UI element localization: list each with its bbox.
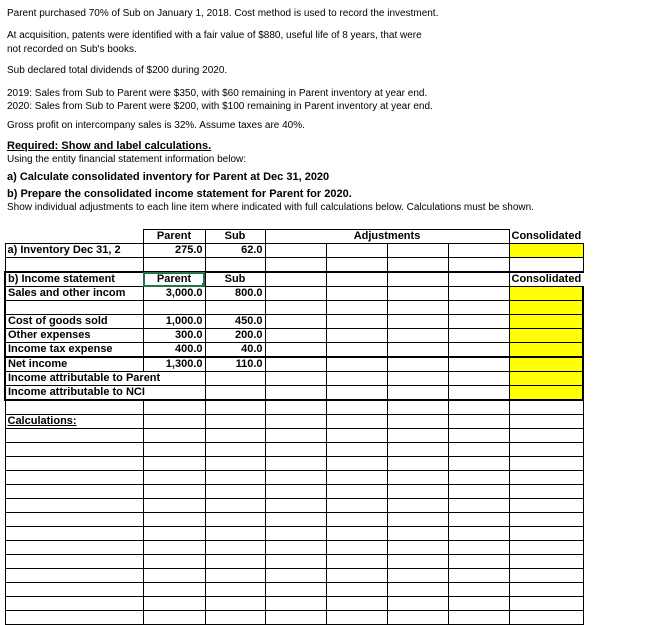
cell[interactable] bbox=[509, 583, 583, 597]
cell[interactable] bbox=[448, 258, 509, 273]
adjustment-cell[interactable] bbox=[387, 357, 448, 372]
cell[interactable] bbox=[143, 301, 205, 315]
cell[interactable] bbox=[387, 499, 448, 513]
cell[interactable] bbox=[265, 541, 326, 555]
adjustment-cell[interactable] bbox=[265, 372, 326, 386]
cell[interactable] bbox=[143, 429, 205, 443]
cell[interactable] bbox=[509, 555, 583, 569]
income-statement-label[interactable]: b) Income statement bbox=[5, 272, 143, 287]
adjustment-cell[interactable] bbox=[448, 329, 509, 343]
cell[interactable] bbox=[326, 583, 387, 597]
calc-row bbox=[5, 443, 583, 457]
cell[interactable] bbox=[387, 272, 448, 287]
income-parent-header[interactable]: Parent bbox=[143, 272, 205, 287]
cell[interactable] bbox=[143, 457, 205, 471]
cell[interactable] bbox=[509, 527, 583, 541]
cell[interactable] bbox=[326, 611, 387, 625]
sub-value[interactable]: 450.0 bbox=[205, 315, 265, 329]
cell[interactable] bbox=[5, 485, 143, 499]
row-label[interactable]: Other expenses bbox=[5, 329, 143, 343]
calc-row bbox=[5, 471, 583, 485]
cell[interactable] bbox=[265, 429, 326, 443]
income-row bbox=[5, 343, 583, 358]
consolidated-cell[interactable] bbox=[509, 386, 583, 401]
cell[interactable] bbox=[387, 457, 448, 471]
adjustment-cell[interactable] bbox=[265, 244, 326, 258]
header-row bbox=[5, 230, 583, 244]
cell[interactable] bbox=[509, 415, 583, 429]
adjustment-cell[interactable] bbox=[448, 244, 509, 258]
cell[interactable] bbox=[5, 555, 143, 569]
parent-header[interactable]: Parent bbox=[143, 230, 205, 244]
calc-row bbox=[5, 415, 583, 429]
cell[interactable] bbox=[143, 471, 205, 485]
cell[interactable] bbox=[5, 597, 143, 611]
cell[interactable] bbox=[448, 471, 509, 485]
cell[interactable] bbox=[326, 597, 387, 611]
cell[interactable] bbox=[5, 400, 143, 415]
parent-value[interactable]: 300.0 bbox=[143, 329, 205, 343]
cell[interactable] bbox=[326, 457, 387, 471]
row-label[interactable]: Sales and other incom bbox=[5, 287, 143, 301]
cell[interactable] bbox=[265, 258, 326, 273]
income-consolidated-header[interactable]: Consolidated bbox=[509, 272, 583, 287]
row-label[interactable]: Income tax expense bbox=[5, 343, 143, 358]
cell[interactable] bbox=[509, 611, 583, 625]
consolidated-cell[interactable] bbox=[509, 343, 583, 358]
calc-row bbox=[5, 611, 583, 625]
adjustment-cell[interactable] bbox=[326, 372, 387, 386]
cell[interactable] bbox=[265, 272, 326, 287]
cell[interactable] bbox=[143, 513, 205, 527]
parent-value[interactable]: 1,300.0 bbox=[143, 357, 205, 372]
cell[interactable] bbox=[326, 272, 387, 287]
cell[interactable] bbox=[265, 583, 326, 597]
cell[interactable] bbox=[326, 258, 387, 273]
cell[interactable] bbox=[205, 443, 265, 457]
cell[interactable] bbox=[448, 301, 509, 315]
cell[interactable] bbox=[448, 527, 509, 541]
cell[interactable] bbox=[448, 513, 509, 527]
cell[interactable] bbox=[448, 272, 509, 287]
cell[interactable] bbox=[326, 443, 387, 457]
adjustment-cell[interactable] bbox=[387, 329, 448, 343]
cell[interactable] bbox=[205, 513, 265, 527]
cell[interactable] bbox=[326, 513, 387, 527]
cell[interactable] bbox=[448, 485, 509, 499]
row-label[interactable]: Cost of goods sold bbox=[5, 315, 143, 329]
blank-row bbox=[5, 258, 583, 273]
cell[interactable] bbox=[326, 541, 387, 555]
sub-value[interactable]: 800.0 bbox=[205, 287, 265, 301]
consolidated-cell[interactable] bbox=[509, 329, 583, 343]
cell[interactable] bbox=[265, 457, 326, 471]
cell[interactable] bbox=[448, 597, 509, 611]
adjustment-cell[interactable] bbox=[265, 315, 326, 329]
cell[interactable] bbox=[265, 400, 326, 415]
row-label[interactable]: Income attributable to NCI bbox=[5, 386, 205, 401]
cell[interactable] bbox=[326, 499, 387, 513]
cell[interactable] bbox=[205, 555, 265, 569]
calc-row bbox=[5, 400, 583, 415]
cell[interactable] bbox=[265, 301, 326, 315]
adjustment-cell[interactable] bbox=[448, 386, 509, 401]
consolidated-cell[interactable] bbox=[509, 315, 583, 329]
cell[interactable] bbox=[5, 457, 143, 471]
cell[interactable] bbox=[509, 429, 583, 443]
adjustment-cell[interactable] bbox=[387, 244, 448, 258]
adjustment-cell[interactable] bbox=[448, 315, 509, 329]
cell[interactable] bbox=[326, 400, 387, 415]
cell[interactable] bbox=[387, 471, 448, 485]
using-text: Using the entity financial statement information below: bbox=[7, 154, 247, 165]
cell[interactable] bbox=[205, 499, 265, 513]
part-b-text: b) Prepare the consolidated income statement for Parent for 2020. bbox=[7, 188, 352, 200]
cell[interactable] bbox=[326, 485, 387, 499]
part-a-text: a) Calculate consolidated inventory for Parent at Dec 31, 2020 bbox=[7, 171, 330, 183]
cell[interactable] bbox=[387, 527, 448, 541]
cell[interactable] bbox=[143, 541, 205, 555]
adjustment-cell[interactable] bbox=[265, 329, 326, 343]
row-label[interactable]: Income attributable to Parent bbox=[5, 372, 205, 386]
cell[interactable] bbox=[448, 400, 509, 415]
consolidated-cell[interactable] bbox=[509, 372, 583, 386]
cell[interactable] bbox=[509, 258, 583, 273]
cell[interactable] bbox=[143, 583, 205, 597]
consolidated-header[interactable]: Consolidated bbox=[509, 230, 583, 244]
cell[interactable] bbox=[326, 471, 387, 485]
required-heading: Required: Show and label calculations. bbox=[7, 140, 212, 152]
cell[interactable] bbox=[509, 597, 583, 611]
cell[interactable] bbox=[387, 485, 448, 499]
cell[interactable] bbox=[265, 443, 326, 457]
row-label[interactable]: Net income bbox=[5, 357, 143, 372]
cell[interactable] bbox=[387, 583, 448, 597]
cell[interactable] bbox=[5, 583, 143, 597]
cell[interactable] bbox=[205, 301, 265, 315]
income-row bbox=[5, 315, 583, 329]
cell[interactable] bbox=[5, 569, 143, 583]
cell[interactable] bbox=[205, 429, 265, 443]
adjustment-cell[interactable] bbox=[326, 343, 387, 358]
adjustment-cell[interactable] bbox=[326, 315, 387, 329]
cell[interactable] bbox=[448, 457, 509, 471]
cell[interactable] bbox=[205, 400, 265, 415]
cell[interactable] bbox=[509, 485, 583, 499]
inventory-row bbox=[5, 244, 583, 258]
sub-value[interactable] bbox=[205, 386, 265, 401]
parent-value[interactable]: 400.0 bbox=[143, 343, 205, 358]
sub-value[interactable]: 40.0 bbox=[205, 343, 265, 358]
cell[interactable] bbox=[5, 230, 143, 244]
income-row bbox=[5, 372, 583, 386]
cell[interactable] bbox=[265, 611, 326, 625]
consolidated-cell[interactable] bbox=[509, 287, 583, 301]
adjustment-cell[interactable] bbox=[387, 372, 448, 386]
intro-line-4: Sub declared total dividends of $200 during 2020. bbox=[7, 65, 228, 76]
income-header-row bbox=[5, 272, 583, 287]
cell[interactable] bbox=[205, 485, 265, 499]
intro-line-5: 2019: Sales from Sub to Parent were $350, with $60 remaining in Parent inventory at year end. bbox=[7, 88, 428, 99]
cell[interactable] bbox=[143, 611, 205, 625]
cell[interactable] bbox=[5, 513, 143, 527]
cell[interactable] bbox=[5, 443, 143, 457]
sub-value[interactable] bbox=[205, 372, 265, 386]
cell[interactable] bbox=[205, 541, 265, 555]
cell[interactable] bbox=[387, 611, 448, 625]
cell[interactable] bbox=[205, 597, 265, 611]
calc-row bbox=[5, 457, 583, 471]
inventory-consolidated[interactable] bbox=[509, 244, 583, 258]
cell[interactable] bbox=[509, 443, 583, 457]
cell[interactable] bbox=[205, 527, 265, 541]
inventory-parent[interactable]: 275.0 bbox=[143, 244, 205, 258]
cell[interactable] bbox=[143, 485, 205, 499]
blank-row bbox=[5, 301, 583, 315]
income-row bbox=[5, 357, 583, 372]
cell[interactable] bbox=[265, 527, 326, 541]
cell[interactable] bbox=[143, 415, 205, 429]
cell[interactable] bbox=[5, 499, 143, 513]
worksheet-table bbox=[4, 229, 584, 625]
cell[interactable] bbox=[387, 301, 448, 315]
cell[interactable] bbox=[205, 471, 265, 485]
cell[interactable] bbox=[5, 258, 143, 273]
cell[interactable] bbox=[326, 569, 387, 583]
cell[interactable] bbox=[205, 583, 265, 597]
income-row bbox=[5, 386, 583, 401]
cell[interactable] bbox=[387, 513, 448, 527]
intro-line-2: At acquisition, patents were identified with a fair value of $880, useful life of 8 years, that were bbox=[7, 30, 422, 41]
cell[interactable] bbox=[5, 301, 143, 315]
cell[interactable] bbox=[265, 555, 326, 569]
cell[interactable] bbox=[143, 443, 205, 457]
cell[interactable] bbox=[5, 429, 143, 443]
adjustment-cell[interactable] bbox=[448, 357, 509, 372]
income-row bbox=[5, 329, 583, 343]
cell[interactable] bbox=[5, 471, 143, 485]
calc-row bbox=[5, 555, 583, 569]
cell[interactable] bbox=[143, 555, 205, 569]
cell[interactable] bbox=[326, 429, 387, 443]
adjustment-cell[interactable] bbox=[387, 315, 448, 329]
cell[interactable] bbox=[387, 597, 448, 611]
adjustment-cell[interactable] bbox=[326, 244, 387, 258]
cell[interactable] bbox=[143, 258, 205, 273]
cell[interactable] bbox=[265, 513, 326, 527]
sub-header[interactable]: Sub bbox=[205, 230, 265, 244]
cell[interactable] bbox=[448, 541, 509, 555]
adjustment-cell[interactable] bbox=[448, 343, 509, 358]
adjustment-cell[interactable] bbox=[265, 357, 326, 372]
cell[interactable] bbox=[205, 258, 265, 273]
cell[interactable] bbox=[143, 597, 205, 611]
cell[interactable] bbox=[205, 415, 265, 429]
cell[interactable] bbox=[448, 555, 509, 569]
cell[interactable] bbox=[326, 301, 387, 315]
cell[interactable] bbox=[387, 541, 448, 555]
calc-row bbox=[5, 485, 583, 499]
cell[interactable] bbox=[143, 569, 205, 583]
cell[interactable] bbox=[265, 471, 326, 485]
cell[interactable] bbox=[326, 527, 387, 541]
cell[interactable] bbox=[265, 597, 326, 611]
cell[interactable] bbox=[448, 583, 509, 597]
intro-line-1: Parent purchased 70% of Sub on January 1, 2018. Cost method is used to record the investment. bbox=[7, 8, 439, 19]
cell[interactable] bbox=[5, 527, 143, 541]
calc-row bbox=[5, 583, 583, 597]
adjustment-cell[interactable] bbox=[387, 386, 448, 401]
calc-row bbox=[5, 513, 583, 527]
cell[interactable] bbox=[5, 541, 143, 555]
cell[interactable] bbox=[265, 569, 326, 583]
calc-row bbox=[5, 569, 583, 583]
cell[interactable] bbox=[143, 527, 205, 541]
cell[interactable] bbox=[265, 415, 326, 429]
cell[interactable] bbox=[387, 415, 448, 429]
cell[interactable] bbox=[448, 499, 509, 513]
cell[interactable] bbox=[509, 569, 583, 583]
adjustment-cell[interactable] bbox=[326, 386, 387, 401]
cell[interactable] bbox=[448, 569, 509, 583]
sub-value[interactable]: 200.0 bbox=[205, 329, 265, 343]
adjustment-cell[interactable] bbox=[448, 287, 509, 301]
cell[interactable] bbox=[448, 611, 509, 625]
adjustment-cell[interactable] bbox=[265, 343, 326, 358]
intro-line-6: 2020: Sales from Sub to Parent were $200, with $100 remaining in Parent inventory at year end. bbox=[7, 101, 433, 112]
income-sub-header[interactable]: Sub bbox=[205, 272, 265, 287]
calculations-label[interactable]: Calculations: bbox=[5, 415, 143, 429]
cell[interactable] bbox=[509, 471, 583, 485]
intro-line-7: Gross profit on intercompany sales is 32%. Assume taxes are 40%. bbox=[7, 120, 305, 131]
cell[interactable] bbox=[326, 555, 387, 569]
cell[interactable] bbox=[265, 485, 326, 499]
parent-value[interactable]: 1,000.0 bbox=[143, 315, 205, 329]
cell[interactable] bbox=[448, 443, 509, 457]
cell[interactable] bbox=[387, 258, 448, 273]
calc-row bbox=[5, 597, 583, 611]
consolidated-cell[interactable] bbox=[509, 301, 583, 315]
sub-value[interactable]: 110.0 bbox=[205, 357, 265, 372]
calc-row bbox=[5, 499, 583, 513]
cell[interactable] bbox=[205, 611, 265, 625]
cell[interactable] bbox=[509, 513, 583, 527]
cell[interactable] bbox=[387, 555, 448, 569]
cell[interactable] bbox=[387, 429, 448, 443]
adjustment-cell[interactable] bbox=[265, 386, 326, 401]
adjustment-cell[interactable] bbox=[387, 343, 448, 358]
cell[interactable] bbox=[326, 415, 387, 429]
parent-value[interactable]: 3,000.0 bbox=[143, 287, 205, 301]
cell[interactable] bbox=[448, 429, 509, 443]
cell[interactable] bbox=[205, 569, 265, 583]
cell[interactable] bbox=[265, 499, 326, 513]
calc-row bbox=[5, 541, 583, 555]
cell[interactable] bbox=[509, 400, 583, 415]
cell[interactable] bbox=[509, 499, 583, 513]
cell[interactable] bbox=[387, 443, 448, 457]
inventory-sub[interactable]: 62.0 bbox=[205, 244, 265, 258]
adjustment-cell[interactable] bbox=[265, 287, 326, 301]
cell[interactable] bbox=[509, 541, 583, 555]
adjustment-cell[interactable] bbox=[387, 287, 448, 301]
adjustment-cell[interactable] bbox=[448, 372, 509, 386]
consolidated-cell[interactable] bbox=[509, 357, 583, 372]
adjustments-header[interactable]: Adjustments bbox=[265, 230, 509, 244]
intro-line-3: not recorded on Sub's books. bbox=[7, 44, 137, 55]
calc-row bbox=[5, 429, 583, 443]
adjustment-cell[interactable] bbox=[326, 357, 387, 372]
cell[interactable] bbox=[387, 400, 448, 415]
income-row bbox=[5, 287, 583, 301]
cell[interactable] bbox=[509, 457, 583, 471]
inventory-label[interactable]: a) Inventory Dec 31, 2 bbox=[5, 244, 143, 258]
instructions-text: Show individual adjustments to each line item where indicated with full calculations below. Calculations must be shown. bbox=[7, 202, 534, 213]
cell[interactable] bbox=[205, 457, 265, 471]
adjustment-cell[interactable] bbox=[326, 287, 387, 301]
cell[interactable] bbox=[143, 400, 205, 415]
cell[interactable] bbox=[143, 499, 205, 513]
cell[interactable] bbox=[387, 569, 448, 583]
cell[interactable] bbox=[448, 415, 509, 429]
cell[interactable] bbox=[5, 611, 143, 625]
adjustment-cell[interactable] bbox=[326, 329, 387, 343]
calc-row bbox=[5, 527, 583, 541]
